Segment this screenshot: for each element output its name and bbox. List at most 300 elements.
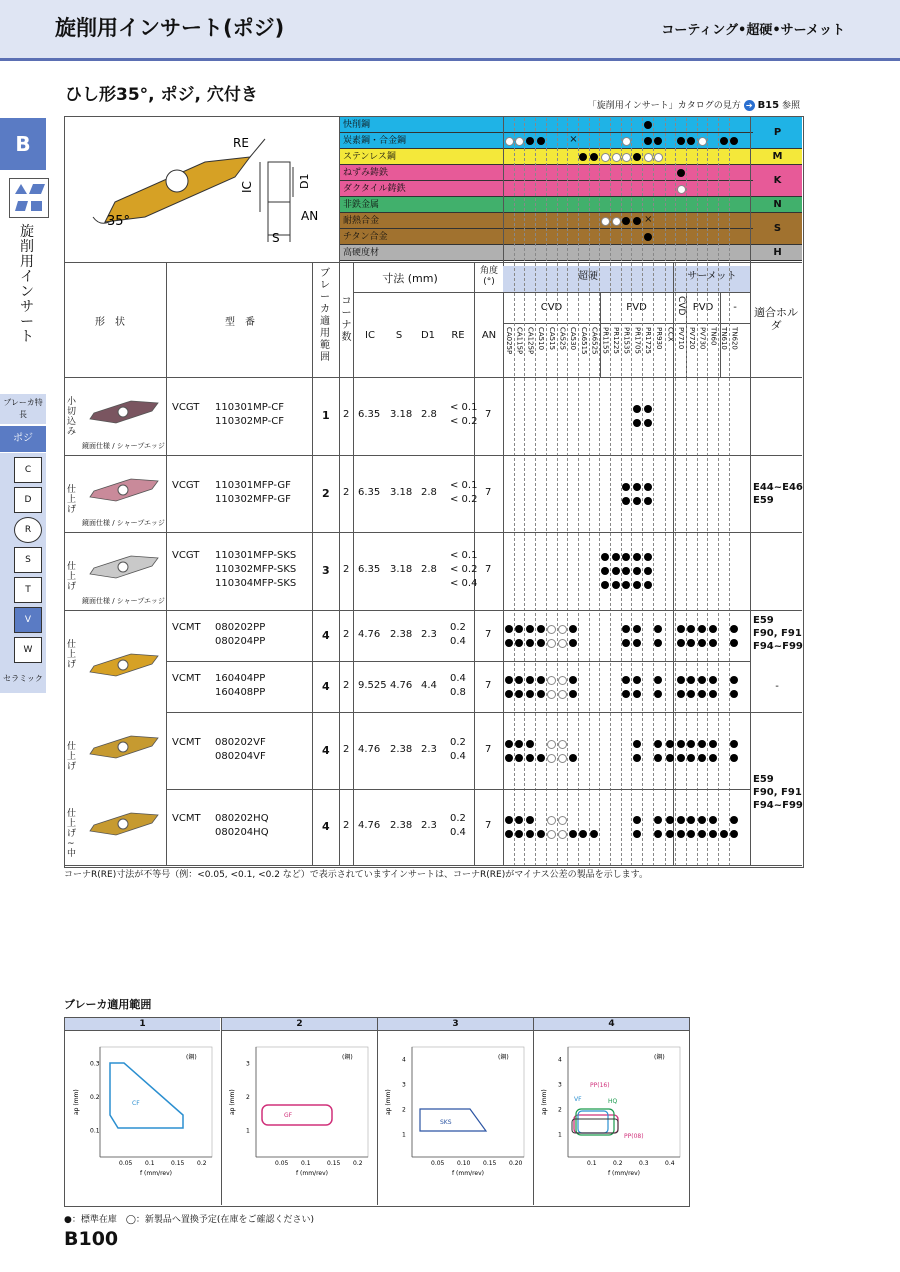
model-code: 110301MFP-GF [215,479,291,491]
stock-mark [687,639,695,647]
stock-mark [558,740,567,749]
breaker-chart [224,1035,374,1185]
x-axis-label: f (mm/rev) [296,1170,328,1177]
stock-mark [644,553,652,561]
section-subtitle: ひし形35°, ポジ, 穴付き [65,85,258,105]
header-an: AN [481,330,497,341]
dim-re: 0.2 [450,736,466,748]
header-d1: D1 [420,330,436,341]
dim-re: 0.4 [450,750,466,762]
side-item-ceramic[interactable]: セラミック [3,674,43,683]
compatible-holder: E59 F90, F91 F94~F99 [753,615,803,652]
stock-mark [633,639,641,647]
stock-mark [666,740,674,748]
header-re: RE [451,330,465,341]
grid-line [567,118,568,866]
dim-re: 0.2 [450,621,466,633]
breaker-number: 4 [322,820,330,833]
stock-mark [633,405,641,413]
material-grade-mark [601,217,610,226]
material-grade-mark: × [644,214,653,225]
legend: ●：標準在庫 ◯：新製品へ置換予定(在庫をご確認ください) [64,1215,314,1225]
model-code: 080204VF [215,750,266,762]
footnote: コーナR(RE)寸法が不等号（例：<0.05, <0.1, <0.2 など）で表示されていますインサートは、コーナR(RE)がマイナス公差の製品を示します。 [64,870,648,880]
grade-header: PR1725 [644,327,653,354]
dim-s: 3.18 [390,409,413,420]
stock-mark [622,690,630,698]
stock-mark [666,816,674,824]
material-row: ステンレス鋼 [340,149,753,165]
x-tick: 0.1 [301,1160,311,1167]
stock-mark [526,639,534,647]
stock-mark [526,690,534,698]
material-grade-mark [505,137,514,146]
stock-mark [622,483,630,491]
stock-mark [677,676,685,684]
stock-mark [612,567,620,575]
side-vertical-label: 旋削用インサート [20,224,34,345]
stock-mark [558,690,567,699]
stock-mark [515,639,523,647]
material-grade-mark [612,217,621,226]
stock-mark [698,754,706,762]
grade-header: PR930 [654,327,663,350]
page-number: B100 [64,1228,119,1250]
arrow-right-icon: ➔ [744,100,755,111]
grid-line [557,118,558,866]
y-axis-label: ap (mm) [73,1089,80,1115]
breaker-chart [536,1035,686,1185]
insert-caption: 鏡面仕様 / シャープエッジ [82,519,165,527]
dim-s: 2.38 [390,628,413,640]
insert-image [86,809,166,839]
side-shape-v[interactable]: V [14,607,42,633]
label-d1: D1 [298,173,311,189]
breaker-number: 4 [322,628,330,642]
stock-mark [633,740,641,748]
grid-line [653,118,654,866]
header-corners: コーナ数 [341,296,352,343]
breaker-number: 3 [322,564,330,577]
stock-mark [537,830,545,838]
material-grade-mark [644,121,652,129]
region-label: GF [284,1112,293,1119]
stock-mark [526,740,534,748]
y-tick: 1 [558,1131,562,1139]
insert-image [86,475,166,505]
dim-d1: 2.3 [421,743,437,755]
stock-mark [622,497,630,505]
side-shape-s[interactable]: S [14,547,42,573]
grid-line [729,118,730,866]
grid-line [707,118,708,866]
stock-mark [526,754,534,762]
stock-mark [633,419,641,427]
x-axis-label: f (mm/rev) [452,1170,484,1177]
stock-mark [709,676,717,684]
grid-line [610,118,611,866]
breaker-col-header: 3 [377,1018,533,1031]
x-tick: 0.2 [353,1160,363,1167]
x-axis-label: f (mm/rev) [140,1170,172,1177]
y-axis-label: ap (mm) [229,1089,236,1115]
catalog-reference[interactable]: 「旋削用インサート」カタログの見方 ➔ B15 参照 [587,100,800,111]
side-shape-t[interactable]: T [14,577,42,603]
dim-ic: 9.525 [358,679,387,691]
y-tick: 3 [402,1081,406,1089]
angle-an: 7 [485,628,492,640]
stock-mark [505,639,513,647]
model-code: 080204HQ [215,827,269,838]
y-tick: 3 [558,1081,562,1089]
stock-mark [601,567,609,575]
stock-mark [666,754,674,762]
dim-s: 3.18 [390,564,413,575]
dim-d1: 2.8 [421,409,437,420]
category-label: コーティング•超硬•サーメット [661,23,845,38]
y-tick: 1 [402,1131,406,1139]
stock-mark [644,405,652,413]
header-model: 型 番 [225,317,255,328]
x-tick: 0.20 [509,1160,523,1167]
model-series: VCMT [172,736,201,748]
grid-line [621,118,622,866]
x-tick: 0.2 [613,1160,623,1167]
application-label: 仕上げ [67,485,77,515]
grade-header: PR1535 [622,327,631,354]
x-tick: 0.15 [171,1160,185,1167]
stock-mark [709,690,717,698]
region-label: HQ [608,1098,618,1105]
stock-mark [644,419,652,427]
breaker-range-title: ブレーカ適用範囲 [64,998,152,1011]
model-series: VCMT [172,672,201,684]
stock-mark [612,581,620,589]
corner-count: 2 [343,409,350,420]
stock-mark [558,754,567,763]
stock-mark [720,830,728,838]
stock-mark [730,690,738,698]
model-code: 110302MFP-SKS [215,564,297,575]
stock-mark [709,754,717,762]
label-an: AN [301,209,319,223]
chart-material: (鋼) [654,1054,665,1061]
material-grade-mark [601,153,610,162]
stock-mark [677,625,685,633]
stock-mark [505,754,513,762]
stock-mark [537,690,545,698]
stock-mark [526,816,534,824]
header-pvd2: PVD [692,302,714,313]
x-tick: 0.05 [431,1160,445,1167]
stock-mark [505,740,513,748]
grade-header: CA115P [515,327,524,355]
stock-mark [730,676,738,684]
header-holder: 適合ホルダ [754,306,798,332]
stock-mark [698,639,706,647]
label-ic: IC [240,181,254,193]
stock-mark [633,754,641,762]
stock-mark [622,676,630,684]
grid-line [514,118,515,866]
stock-mark [654,690,662,698]
iso-class-s: S [753,213,802,245]
material-grade-mark [644,233,652,241]
side-shape-w[interactable]: W [14,637,42,663]
stock-mark [654,754,662,762]
stock-mark [547,690,556,699]
region-label: CF [132,1100,140,1107]
stock-mark [709,625,717,633]
breaker-number: 4 [322,679,330,693]
grade-header: PR1155 [601,327,610,354]
stock-mark [526,830,534,838]
x-tick: 0.1 [587,1160,597,1167]
grade-header: CCX [666,327,675,342]
application-label: 小切込み [67,397,77,437]
model-code: 080202PP [215,621,266,633]
corner-count: 2 [343,743,350,755]
stock-mark [687,625,695,633]
dim-d1: 2.3 [421,628,437,640]
grid-line [578,118,579,866]
stock-mark [633,816,641,824]
material-grade-mark [644,153,653,162]
label-angle: 35° [107,214,131,229]
grade-header: TN60 [709,327,718,346]
grid-line [718,118,719,866]
application-label: 仕上げ [67,562,77,592]
header-dash: - [733,302,737,313]
breaker-chart [68,1035,218,1185]
stock-mark [569,639,577,647]
material-grade-mark [612,153,621,162]
stock-mark [698,676,706,684]
corner-count: 2 [343,486,350,498]
stock-mark [633,830,641,838]
grid-line [599,118,600,866]
grade-header: CA510 [537,327,546,351]
label-re: RE [233,136,249,150]
stock-mark [537,754,545,762]
model-code: 110301MP-CF [215,402,284,413]
stock-mark [677,816,685,824]
stock-mark [515,754,523,762]
grid-line [546,118,547,866]
stock-mark [698,625,706,633]
stock-mark [644,483,652,491]
side-shape-d[interactable]: D [14,487,42,513]
stock-mark [633,483,641,491]
angle-an: 7 [485,743,492,755]
header-angle: 角度 (°) [479,266,498,287]
corner-count: 2 [343,628,350,640]
breaker-col-header: 1 [65,1018,220,1031]
stock-mark [601,581,609,589]
stock-mark [505,690,513,698]
grade-header: TN610 [720,327,728,350]
side-item-breaker-features[interactable]: ブレーカ特長 [0,394,46,424]
x-tick: 0.15 [483,1160,497,1167]
corner-count: 2 [343,564,350,575]
stock-mark [633,581,641,589]
stock-mark [677,830,685,838]
model-code: 160404PP [215,672,266,684]
stock-mark [622,625,630,633]
dim-d1: 2.3 [421,820,437,831]
stock-mark [698,690,706,698]
stock-mark [687,754,695,762]
header-s: S [395,330,403,341]
x-tick: 0.15 [327,1160,341,1167]
stock-mark [654,676,662,684]
header-pvd: PVD [626,302,647,313]
x-axis-label: f (mm/rev) [608,1170,640,1177]
grade-header: PV720 [687,327,696,350]
header-cvd2: CVD [676,296,686,316]
material-row: 高硬度材 [340,245,753,261]
page-title: 旋削用インサート(ポジ) [55,16,285,40]
y-tick: 4 [402,1056,406,1064]
stock-mark [677,740,685,748]
stock-mark [687,676,695,684]
chart-material: (鋼) [186,1054,197,1061]
iso-class-n: N [753,197,802,213]
material-grade-mark [677,137,685,145]
stock-mark [730,625,738,633]
side-shape-c[interactable]: C [14,457,42,483]
material-grade-mark [677,169,685,177]
chart-material: (鋼) [498,1054,509,1061]
grade-header: CA515 [547,327,556,351]
stock-mark [633,553,641,561]
stock-mark [505,676,513,684]
model-series: VCGT [172,479,200,491]
x-tick: 0.05 [119,1160,133,1167]
x-tick: 0.10 [457,1160,471,1167]
header-dims: 寸法 (mm) [382,272,438,285]
stock-mark [633,567,641,575]
header-ic: IC [365,330,375,341]
dim-re: 0.4 [450,827,466,838]
y-axis-label: ap (mm) [541,1089,548,1115]
side-shape-r[interactable]: R [14,517,42,543]
model-code: 110302MFP-GF [215,493,291,505]
stock-mark [537,625,545,633]
stock-mark [558,676,567,685]
grid-line [631,118,632,866]
dim-ic: 6.35 [358,564,381,575]
dim-re: < 0.2 [450,493,478,505]
y-axis-label: ap (mm) [385,1089,392,1115]
angle-an: 7 [485,679,492,691]
header-breaker: ブレーカ適用範囲 [320,268,330,363]
grade-header: PR1225 [612,327,620,354]
region-label: PP(08) [624,1133,644,1140]
section-tab-b[interactable]: B [0,118,46,170]
insert-image [86,732,166,762]
dim-s: 2.38 [390,820,413,831]
grade-header: PV730 [698,327,707,350]
header-cvd: CVD [540,302,563,313]
stock-mark [654,625,662,633]
insert-image [86,650,166,680]
dim-ic: 6.35 [358,486,381,498]
corner-count: 2 [343,679,350,691]
dim-re: < 0.4 [450,578,478,589]
material-grade-mark [720,137,728,145]
stock-mark [547,639,556,648]
grade-header: CA6515 [579,327,588,355]
dim-d1: 2.8 [421,486,437,498]
dim-d1: 2.8 [421,564,437,575]
dim-ic: 4.76 [358,628,381,640]
y-tick: 2 [558,1106,562,1114]
iso-class-p: P [753,117,802,149]
angle-an: 7 [485,564,492,575]
material-row: 炭素鋼・合金鋼 [340,133,753,149]
stock-mark [730,740,738,748]
dim-re: < 0.1 [450,402,478,413]
grade-header: CA525 [558,327,567,351]
stock-mark [654,740,662,748]
stock-mark [558,830,567,839]
label-s: S [272,231,280,245]
angle-an: 7 [485,409,492,420]
corner-count: 2 [343,820,350,831]
side-item-posi[interactable]: ポジ [0,426,46,452]
region-label: SKS [440,1119,452,1126]
stock-mark [622,639,630,647]
model-code: 080204PP [215,635,266,647]
model-code: 110304MFP-SKS [215,578,297,589]
stock-mark [547,676,556,685]
grade-header: CA6525 [590,327,599,355]
stock-mark [698,740,706,748]
insert-caption: 鏡面仕様 / シャープエッジ [82,597,165,605]
stock-mark [677,754,685,762]
breaker-col-header: 4 [533,1018,689,1031]
stock-mark [644,567,652,575]
page-header [0,0,900,61]
material-grade-mark [633,153,641,161]
model-series: VCMT [172,813,201,824]
stock-mark [515,740,523,748]
stock-mark [709,639,717,647]
y-tick: 3 [246,1060,250,1068]
region-label: PP(16) [590,1082,610,1089]
iso-class-h: H [753,245,802,261]
stock-mark [547,625,556,634]
stock-mark [558,625,567,634]
y-tick: 4 [558,1056,562,1064]
y-tick: 1 [246,1127,250,1135]
material-row: チタン合金 [340,229,753,245]
stock-mark [526,625,534,633]
model-code: 080202VF [215,736,266,748]
dim-re: 0.2 [450,813,466,824]
dim-re: 0.4 [450,672,466,684]
model-series: VCMT [172,621,201,633]
stock-mark [537,676,545,684]
grid-line [675,118,676,866]
application-label: 仕上げ [67,742,77,772]
grade-header: CA125P [526,327,535,355]
stock-mark [515,625,523,633]
material-grade-mark [526,137,534,145]
material-grade-mark [633,217,641,225]
compatible-holder: E59 F90, F91 F94~F99 [753,774,803,811]
